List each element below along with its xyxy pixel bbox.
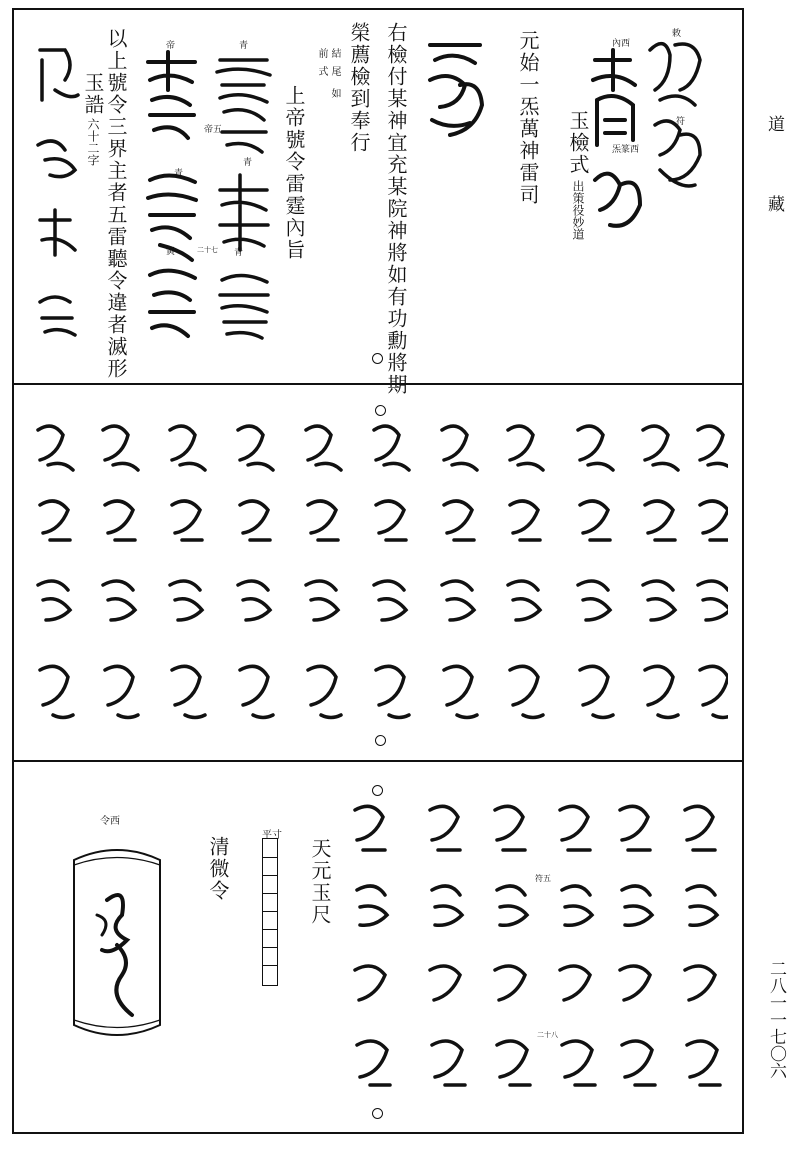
annot-1: 敕 bbox=[672, 29, 682, 39]
annot-12: 黃 bbox=[166, 247, 176, 257]
annot-3: 內西 bbox=[612, 39, 631, 49]
annot-qian: 前 bbox=[316, 48, 327, 58]
seal-script-bottom-grid bbox=[345, 795, 725, 1115]
circle-mark-middle-bottom bbox=[375, 735, 386, 746]
text-column-4: 榮薦檢到奉行 bbox=[347, 22, 371, 154]
annot-4: 炁篆西 bbox=[612, 145, 640, 155]
text-column-2-main: 玉檢式 bbox=[566, 110, 590, 176]
annot-shi: 式 bbox=[316, 66, 327, 76]
seal-glyph-chi bbox=[640, 30, 710, 200]
seal-script-grid bbox=[28, 415, 728, 735]
seal-glyph-cai bbox=[420, 35, 490, 145]
text-column-3: 右檢付某神宜充某院神將如有功勳將期 bbox=[384, 22, 408, 396]
section-divider-bottom bbox=[12, 760, 744, 762]
text-column-6: 上帝號令雷霆內旨 bbox=[282, 85, 306, 261]
annot-6: 青 bbox=[239, 41, 249, 51]
text-column-1: 元始一炁萬神雷司 bbox=[516, 30, 540, 206]
annot-5: 帝 bbox=[166, 41, 176, 51]
circle-mark bbox=[372, 353, 383, 364]
jade-ruler bbox=[262, 838, 278, 986]
side-title-bottom: 藏 bbox=[768, 195, 785, 215]
annot-10: 二十七 bbox=[197, 246, 218, 254]
text-column-8-small: 六十二字 bbox=[86, 118, 100, 166]
text-column-2-small: 出策役妙道 bbox=[571, 180, 585, 240]
seal-glyph-nei bbox=[585, 45, 645, 240]
annot-7: 青 bbox=[243, 158, 253, 168]
annot-9: 青 bbox=[174, 169, 184, 179]
ruler-label: 平寸 bbox=[262, 830, 282, 841]
talisman-label: 令西 bbox=[100, 816, 120, 827]
text-column-7: 以上號令三界主者五雷聽令違者滅形 bbox=[104, 28, 128, 380]
text-column-8-main: 玉誥 bbox=[81, 72, 105, 116]
annot-8: 帝五 bbox=[204, 125, 223, 135]
seal-glyph-column-c bbox=[30, 40, 85, 340]
seal-glyph-column-b bbox=[140, 50, 205, 340]
text-tianyuan-yuchi: 天元玉尺 bbox=[308, 838, 332, 926]
annot-wei: 尾 bbox=[329, 66, 340, 76]
annot-fu-wu: 符五 bbox=[535, 874, 551, 883]
annot-ru: 如 bbox=[329, 88, 340, 98]
annot-11: 青 bbox=[234, 248, 244, 258]
section-divider-top bbox=[12, 383, 744, 385]
talisman-tablet bbox=[72, 845, 162, 1040]
annot-jie: 結 bbox=[329, 48, 340, 58]
annot-2: 符 bbox=[676, 117, 686, 127]
text-qingwei: 清微令 bbox=[206, 836, 230, 902]
seal-glyph-column-a bbox=[212, 50, 277, 340]
page-number: 二八一一七〇六 bbox=[766, 960, 786, 1079]
side-title-top: 道 bbox=[768, 115, 785, 135]
annot-ershiba: 二十八 bbox=[537, 1031, 558, 1039]
